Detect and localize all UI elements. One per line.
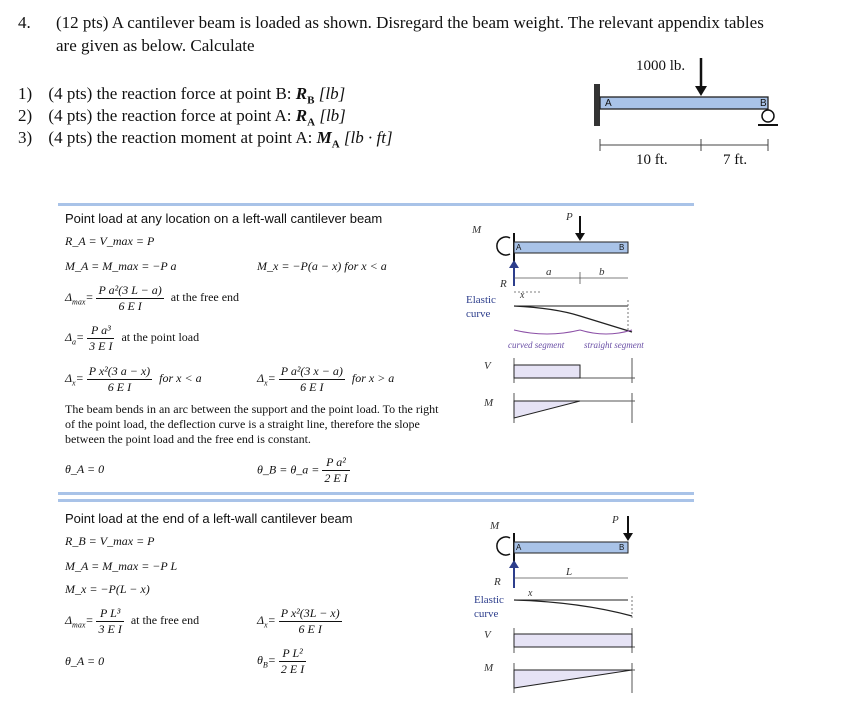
item-1-num: 1) [18,84,33,103]
t1-fig-ra: R [500,278,507,290]
t1-fig-elastic: Elastic [466,294,496,306]
table1-theta-b-den: 2 E I [324,471,348,485]
table1-delta-x1-den: 6 E I [107,380,132,394]
table1-delta-x1 [65,364,202,395]
t2-fig-x: x [528,588,533,599]
item-2-text: (4 pts) the reaction force at point A: [48,106,296,125]
table1-delta-a [65,323,199,354]
table2-delta-max-num: P L³ [96,606,123,622]
table1-theta-b [257,455,350,486]
item-2-num: 2) [18,106,33,125]
t1-fig-dim-a: a [546,266,552,278]
table2-delta-x [257,606,342,637]
table1-delta-a-num: P a³ [87,323,114,339]
t1-fig-dim-b: b [599,266,605,278]
item-2-sub: A [307,116,316,129]
table2-eq-rb: R_B = V_max = P [65,534,155,548]
t2-fig-ra: R [494,576,501,588]
item-1-text: (4 pts) the reaction force at point B: [48,84,296,103]
main-wall [594,84,600,126]
table1-delta-max [65,283,239,314]
table1-eq-ma: M_A = M_max = −P a [65,259,177,273]
table1-delta-max-den: 6 E I [118,299,142,313]
table2-delta-max-frac [96,606,123,637]
t1-elastic-curve [514,306,632,332]
t1-fig-ma: M [472,224,482,236]
t2-reaction-arrowhead [509,560,519,568]
table1-delta-a-frac [87,323,114,354]
table1-eq-ra: R_A = V_max = P [65,234,155,248]
table2-top-rule [58,499,694,502]
t1-load-arrowhead [575,233,585,241]
item-3-text: (4 pts) the reaction moment at point A: [48,128,317,147]
t1-fig-curved: curved segment [508,340,565,350]
table1-delta-x1-lhs: $\Delta_x=$ [65,371,84,388]
table1-theta-b-frac [322,455,349,486]
item-3-num: 3) [18,128,33,147]
table1-delta-x2 [257,364,394,395]
main-load-label: 1000 lb. [636,58,686,74]
table2-theta-b [257,646,306,677]
t2-fig-v: V [484,629,491,641]
main-beam [600,97,768,109]
table2-delta-max-den: 3 E I [98,622,122,636]
t2-fig-elastic: Elastic [474,594,504,606]
item-1-unit: [lb] [314,84,346,103]
t1-beam [514,242,628,253]
table2-delta-x-lhs: $\Delta_x=$ [257,613,276,630]
load-arrowhead [695,86,707,96]
table2-delta-max [65,606,199,637]
t1-fig-a: A [516,243,522,252]
main-label-a: A [605,98,612,109]
item-3 [18,128,393,154]
item-3-sub: A [331,138,340,151]
t1-fig-p: P [566,211,573,223]
table1-delta-x1-frac [87,364,152,395]
table1-eq-mx: M_x = −P(a − x) for x < a [257,259,387,273]
table2-title: Point load at the end of a left-wall cantilever beam [65,511,353,526]
t2-shear-area [514,634,632,647]
t1-shear-area [514,365,580,378]
table1-delta-x2-num: P a²(3 x − a) [280,364,343,378]
table1-theta-b-num: P a² [322,455,349,471]
table1-delta-x2-frac [279,364,345,395]
table1-theta-b-lhs: θ_B = θ_a = [257,462,320,477]
t2-moment-arc [497,537,510,555]
t1-fig-v: V [484,360,491,372]
t2-fig-m: M [484,662,494,674]
item-2-sym: R [295,106,308,125]
table1-delta-x1-note: for x < a [159,371,202,386]
item-3-unit: [lb · ft] [339,128,393,147]
main-label-b: B [760,98,767,109]
t2-fig-curve: curve [474,608,499,620]
table1-figure [460,208,690,493]
t1-straight-brace [580,330,632,334]
table1-delta-x2-lhs: $\Delta_x=$ [257,371,276,388]
table2-theta-b-den: 2 E I [280,662,305,676]
t1-fig-curve: curve [466,308,491,320]
t2-load-arrowhead [623,533,633,541]
t1-reaction-arrowhead [509,260,519,268]
t1-moment-arc [497,237,510,255]
t1-curved-brace [514,330,580,334]
table1-delta-max-lhs: $\Delta_{max}=$ [65,290,94,307]
t1-fig-b: B [619,243,625,252]
table1-theta-a: θ_A = 0 [65,462,105,476]
table1-delta-x1-num: P x²(3 a − x) [88,364,151,378]
table1-delta-a-den: 3 E I [89,339,113,353]
problem-line1: (12 pts) A cantilever beam is loaded as shown. Disregard the beam weight. The relevant appendix tables [56,13,764,32]
main-dim2-label: 7 ft. [723,152,748,168]
item-1-sym: R [295,84,308,103]
table1-paragraph: The beam bends in an arc between the support and the point load. To the right of the point load, the deflection curve is a straight line, therefore the slope between the point load and the free end is constant. [65,402,439,446]
item-2-unit: [lb] [315,106,346,125]
roller-support [762,110,774,122]
t2-fig-b: B [619,543,625,552]
t2-beam [514,542,628,553]
table2-delta-x-den: 6 E I [298,622,322,636]
table1-top-rule [58,203,694,206]
table2-delta-max-lhs: $\Delta_{max}=$ [65,613,94,630]
table2-eq-mx: M_x = −P(L − x) [65,582,150,596]
table2-delta-x-num: P x²(3L − x) [280,606,340,620]
table1-delta-max-num: P a²(3 L − a) [98,283,162,297]
table2-delta-max-note: at the free end [130,613,200,628]
table1-title: Point load at any location on a left-wall cantilever beam [65,211,383,226]
problem-number: 4. [18,13,31,32]
t1-moment-area [514,401,580,418]
table1-delta-max-frac [96,283,163,314]
table2-theta-b-num: P L² [279,646,306,662]
item-1-sub: B [307,94,315,107]
t2-fig-dim-l: L [566,566,573,578]
t1-fig-m: M [484,397,494,409]
table1-delta-x2-den: 6 E I [300,380,324,394]
problem-line2: are given as below. Calculate [56,36,255,55]
t2-fig-ma: M [490,520,500,532]
t1-fig-straight: straight segment [584,340,644,350]
item-3-sym: M [316,128,332,147]
table2-eq-ma: M_A = M_max = −P L [65,559,178,573]
table2-theta-b-frac [279,646,306,677]
table1-bottom-rule [58,492,694,495]
t1-fig-x: x [520,290,525,301]
table1-delta-a-note: at the point load [121,330,200,345]
table1-delta-max-note: at the free end [170,290,240,305]
table1-delta-a-lhs: $\Delta_a=$ [65,330,85,347]
t2-fig-a: A [516,543,522,552]
table2-theta-b-lhs: $\theta_B=$ [257,653,276,670]
table1-delta-x2-note: for x > a [351,371,395,386]
t2-moment-area [514,670,632,688]
table2-theta-a: θ_A = 0 [65,654,105,668]
t2-elastic-curve [514,600,632,616]
t2-fig-p: P [612,514,619,526]
main-dim1-label: 10 ft. [636,152,668,168]
table2-delta-x-frac [279,606,342,637]
